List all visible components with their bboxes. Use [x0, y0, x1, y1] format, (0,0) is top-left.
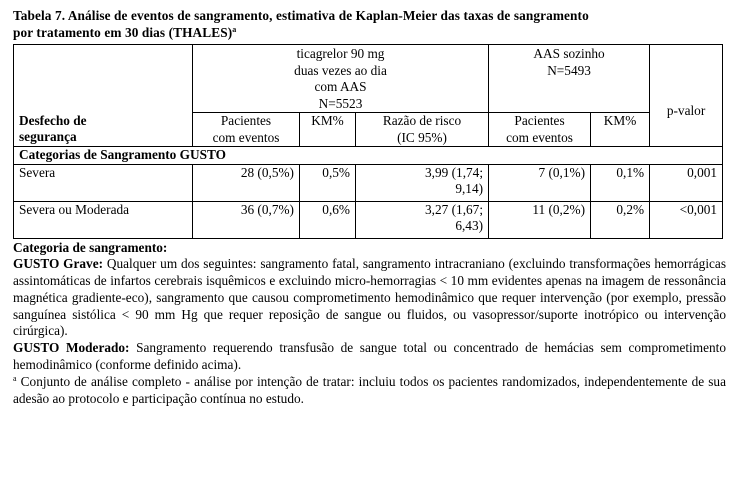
row-outcome: Severa: [14, 164, 193, 201]
footnote-gusto-grave-text: Qualquer um dos seguintes: sangramento fatal, sangramento intracraniano (excluindo transformações hemorrágicas assintomáticas de infartos cerebrais isquêmicos e excluindo micro-hemorragias < 10 mm evidentes apenas na imagem de ressonância magnética gradiente-eco), sangramento que causou comprometimento hemodinâmico que requer intervenção (por exemplo, pressão sanguínea sistólica < 90 mm Hg que requer reposição de sangue ou fluidos, ou vasopressor/suporte inotrópico ou intervenção cirúrgica).: [13, 256, 726, 339]
column-header-outcome-line-1: Desfecho de: [19, 112, 87, 128]
column-header-km-ticagrelor-label: KM%: [311, 113, 344, 128]
column-header-hazard-ratio-line-1: Razão de risco: [382, 113, 462, 128]
column-header-patients-ticagrelor: [193, 113, 300, 147]
row-km-aas: 0,2%: [591, 201, 650, 238]
group-header-ticagrelor-line-1: ticagrelor 90 mg: [296, 46, 385, 61]
row-km-ticagrelor: 0,6%: [300, 201, 356, 238]
table-row: [14, 164, 723, 201]
document-page: [13, 7, 735, 407]
column-header-km-ticagrelor: [300, 113, 356, 147]
footnote-gusto-grave-label: GUSTO Grave:: [13, 256, 104, 272]
section-row: [14, 147, 723, 165]
row-patients-aas: 7 (0,1%): [489, 164, 591, 201]
table-title-footnote-marker: a: [232, 25, 237, 34]
group-header-ticagrelor-line-2: duas vezes ao dia: [294, 62, 387, 78]
table-title: [13, 7, 735, 41]
column-header-p-value: [650, 45, 723, 147]
group-header-aas-line-1: AAS sozinho: [533, 46, 605, 61]
footnote-gusto-grave: [13, 256, 726, 340]
group-header-ticagrelor-line-4: N=5523: [318, 95, 363, 111]
row-hazard-ratio: [356, 201, 489, 238]
row-km-aas: 0,1%: [591, 164, 650, 201]
row-p-value: 0,001: [650, 164, 723, 201]
column-header-p-value-label: p-valor: [666, 103, 706, 119]
table-row: [14, 201, 723, 238]
row-hazard-ratio-line-1: 3,99 (1,74;: [425, 164, 484, 180]
group-header-ticagrelor: [193, 45, 489, 113]
row-hazard-ratio: [356, 164, 489, 201]
table-title-line-2: [13, 24, 735, 41]
row-hazard-ratio-line-2: 6,43): [455, 218, 484, 233]
column-header-outcome: [14, 113, 193, 147]
footnote-analysis-set: [13, 374, 726, 408]
column-header-outcome-line-2: segurança: [19, 129, 77, 144]
row-km-ticagrelor: 0,5%: [300, 164, 356, 201]
column-header-patients-aas-line-1: Pacientes: [514, 113, 565, 128]
footnote-gusto-moderado-text: Sangramento requerendo transfusão de sangue total ou concentrado de hemácias sem comprometimento hemodinâmico (conforme definido acima).: [13, 340, 726, 373]
footnote-gusto-moderado-label: GUSTO Moderado:: [13, 340, 130, 356]
column-header-patients-aas: [489, 113, 591, 147]
row-patients-ticagrelor: 28 (0,5%): [193, 164, 300, 201]
footnote-heading: Categoria de sangramento:: [13, 239, 168, 255]
column-header-patients-ticagrelor-line-1: Pacientes: [220, 113, 272, 128]
group-header-row: [14, 45, 723, 113]
footnote-gusto-moderado: [13, 340, 726, 374]
row-patients-ticagrelor: 36 (0,7%): [193, 201, 300, 238]
footnote-analysis-set-text: Conjunto de análise completo - análise por intenção de tratar: incluiu todos os pacientes randomizados, independentemente de sua adesão ao protocolo e participação contínua no estudo.: [13, 373, 726, 406]
row-patients-aas: 11 (0,2%): [489, 201, 591, 238]
row-hazard-ratio-line-1: 3,27 (1,67;: [425, 201, 484, 217]
column-header-km-aas-label: KM%: [603, 113, 637, 128]
footnotes: [13, 240, 726, 408]
footnote-analysis-set-marker: a: [13, 373, 17, 383]
column-header-patients-aas-line-2: com eventos: [506, 129, 573, 145]
column-header-hazard-ratio-line-2: (IC 95%): [397, 129, 447, 145]
row-p-value: <0,001: [650, 201, 723, 238]
table-title-line-2-text: por tratamento em 30 dias (THALES): [13, 25, 233, 40]
column-header-hazard-ratio: [356, 113, 489, 147]
table-title-line-1: Tabela 7. Análise de eventos de sangramento, estimativa de Kaplan-Meier das taxas de sangramento: [13, 8, 589, 23]
row-outcome: Severa ou Moderada: [14, 201, 193, 238]
group-header-aas: [489, 45, 650, 113]
section-label-gusto: Categorias de Sangramento GUSTO: [14, 147, 723, 165]
column-header-km-aas: [591, 113, 650, 147]
column-header-patients-ticagrelor-line-2: com eventos: [212, 129, 280, 145]
group-header-ticagrelor-line-3: com AAS: [314, 79, 367, 94]
column-header-row: [14, 113, 723, 147]
empty-header-cell: [14, 45, 193, 113]
group-header-aas-line-2: N=5493: [547, 62, 591, 78]
row-hazard-ratio-line-2: 9,14): [455, 181, 484, 196]
bleeding-events-table: [13, 44, 723, 239]
